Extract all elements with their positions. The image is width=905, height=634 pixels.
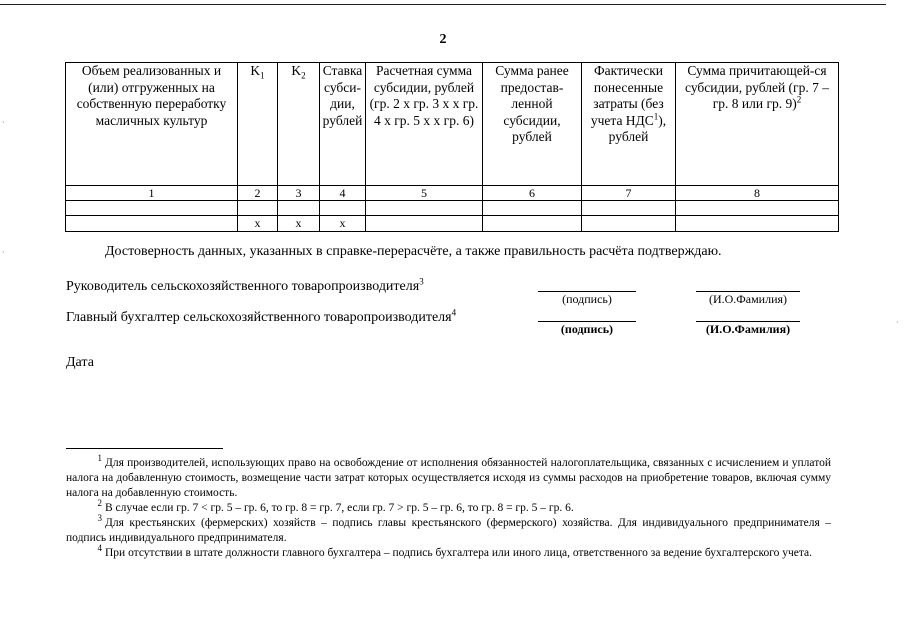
header-calculated-sum: Расчетная сумма субсидии, рублей (гр. 2 х гр. 3 х х гр. 4 х гр. 5 х х гр. 6) [366,63,483,186]
name-caption: (И.О.Фамилия) [708,292,788,306]
table-cell [366,201,483,216]
table-cell [66,216,238,232]
name-caption: (И.О.Фамилия) [705,322,791,336]
table-row-x-marks [66,216,839,232]
signature-role-head: Руководитель сельскохозяйственного товаропроизводителя$^3$ [66,276,424,294]
header-volume: Объем реализованных и (или) отгруженных на собственную переработку масличных культур [66,63,238,186]
column-number: 3 [278,186,320,201]
table-cell [278,201,320,216]
footnote-2: $^2$ В случае если гр. 7 < гр. 5 – гр. 6, то гр. 8 = гр. 7, если гр. 7 > гр. 5 – гр. 6, то гр. 8 = гр. 5 – гр. 6. [97,498,574,514]
table-cell [676,201,839,216]
signature-caption: (подпись) [560,322,614,336]
top-border-line [0,4,886,5]
table-cell [483,201,582,216]
header-previous-subsidy: Сумма ранее предостав-ленной субсидии, рублей [483,63,582,186]
date-label: Дата [66,355,94,370]
footnote-4: $^4$ При отсутствии в штате должности главного бухгалтера – подпись бухгалтера или иного лица, ответственного за ведение бухгалтерского учета. [97,543,813,559]
column-number: 5 [366,186,483,201]
table-cell [320,201,366,216]
table-cell: x [238,216,278,232]
subsidy-table [65,62,839,232]
header-actual-costs: Фактически понесенные затраты (без учета НДС$^1$), рублей [582,63,676,186]
signature-caption: (подпись) [562,292,612,306]
table-row-column-numbers [66,186,839,201]
column-number: 7 [582,186,676,201]
confirmation-statement: Достоверность данных, указанных в справке-перерасчёте, а также правильность расчёта подтверждаю. [105,244,722,259]
footnote-3: $^3$ Для крестьянских (фермерских) хозяйств – подпись главы крестьянского (фермерского) хозяйства. Для индивидуального предпринимателя – подпись индивидуального предпринимателя. [66,513,831,544]
footnote-1: $^1$ Для производителей, использующих право на освобождение от исполнения обязанностей налогоплательщика, связанных с исчислением и уплатой налога на добавленную стоимость, возмещение части затрат которых осуществляется исходя из суммы расходов на приобретение товаров, включая сумму налога на добавленную стоимость. [66,453,831,499]
table-cell [582,216,676,232]
scan-speck: · [2,248,5,257]
header-k2: $K_2$ [278,63,320,186]
column-number: 1 [66,186,238,201]
table-cell: x [320,216,366,232]
scan-speck: · [2,118,5,127]
table-cell [66,201,238,216]
table-cell [582,201,676,216]
column-number: 4 [320,186,366,201]
column-number: 8 [676,186,839,201]
table-cell [483,216,582,232]
page-number: 2 [439,32,447,47]
table-header-row [66,63,839,186]
table-cell [238,201,278,216]
table-cell: x [278,216,320,232]
footnote-separator [66,448,223,449]
header-k1: $K_1$ [238,63,278,186]
header-rate: Ставка субси-дии, рублей [320,63,366,186]
scan-speck: · [896,318,899,327]
table-cell [366,216,483,232]
header-due-subsidy: Сумма причитающей-ся субсидии, рублей (гр. 7 – гр. 8 или гр. 9)$^2$ [676,63,839,186]
signature-role-accountant: Главный бухгалтер сельскохозяйственного товаропроизводителя$^4$ [66,307,457,325]
column-number: 6 [483,186,582,201]
table-cell [676,216,839,232]
column-number: 2 [238,186,278,201]
table-row-empty [66,201,839,216]
